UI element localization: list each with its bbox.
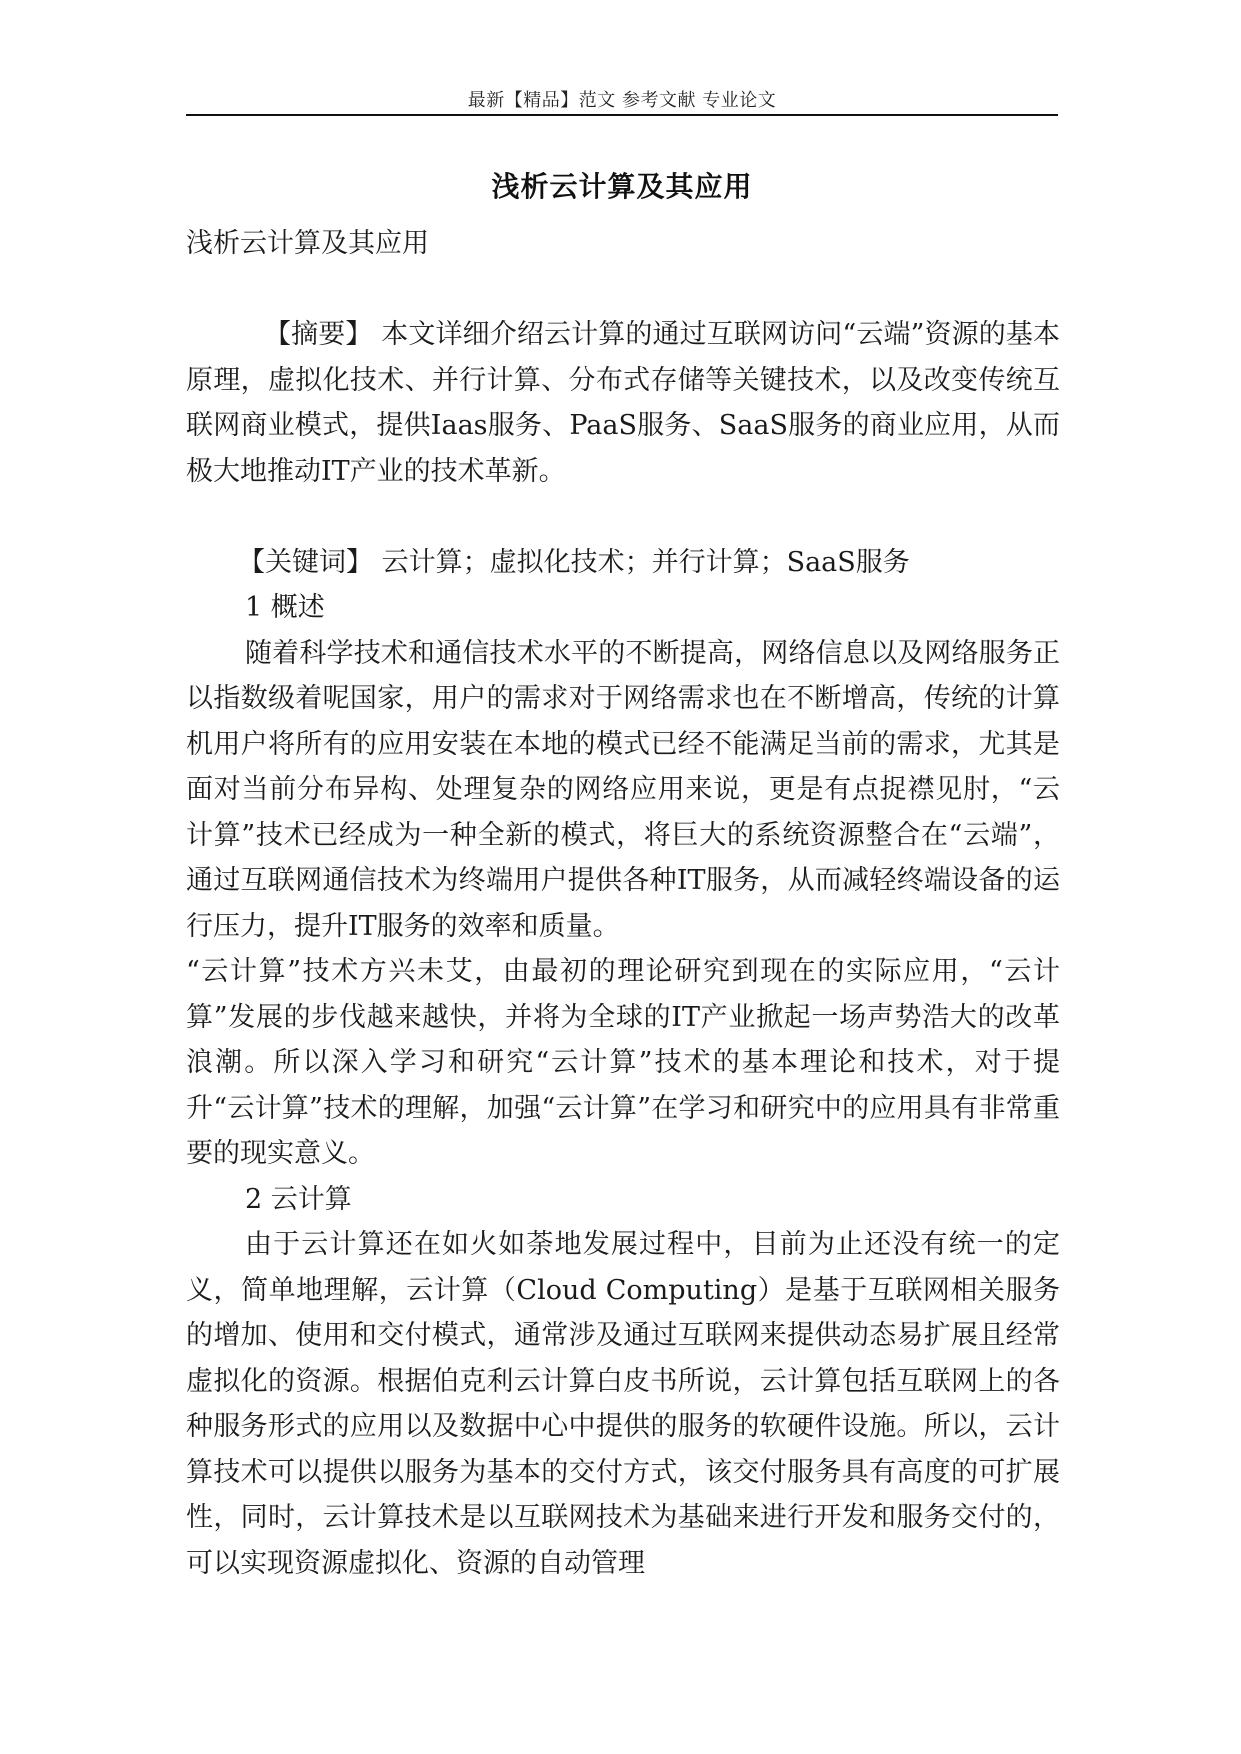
keywords-label: 【关键词】 [238,546,373,578]
keywords-text: 云计算；虚拟化技术；并行计算；SaaS服务 [381,546,910,578]
abstract-label: 【摘要】 [264,319,373,350]
document-body [186,221,1060,1586]
running-header: 最新【精品】范文 参考文献 专业论文 [467,90,777,111]
section-heading-overview: 1 概述 [245,592,325,623]
overview-paragraph-1: 随着科学技术和通信技术水平的不断提高，网络信息以及网络服务正以指数级着呢国家，用户的需求对于网络需求也在不断增高，传统的计算机用户将所有的应用安装在本地的模式已经不能满足当前的需求，尤其是面对当前分布异构、处理复杂的网络应用来说，更是有点捉襟见肘，“云计算”技术已经成为一种全新的模式，将巨大的系统资源整合在“云端”，通过互联网通信技术为终端用户提供各种IT服务，从而减轻终端设备的运行压力，提升IT服务的效率和质量。 [186,637,1060,942]
abstract-paragraph [186,312,1060,494]
document-title: 浅析云计算及其应用 [491,170,753,203]
header-divider [186,114,1058,116]
section-heading-cloud-computing: 2 云计算 [245,1183,352,1215]
abstract-text: 本文详细介绍云计算的通过互联网访问“云端”资源的基本原理，虚拟化技术、并行计算、分布式存储等关键技术，以及改变传统互联网商业模式，提供Iaas服务、PaaS服务、SaaS服务的商业应用，从而极大地推动IT产业的技术革新。 [186,319,1061,487]
document-subtitle: 浅析云计算及其应用 [186,228,429,259]
cloud-computing-paragraph-1: 由于云计算还在如火如荼地发展过程中，目前为止还没有统一的定义，简单地理解，云计算（Cloud Computing）是基于互联网相关服务的增加、使用和交付模式，通常涉及通过互联网来提供动态易扩展且经常虚拟化的资源。根据伯克利云计算白皮书所说，云计算包括互联网上的各种服务形式的应用以及数据中心中提供的服务的软硬件设施。所以，云计算技术可以提供以服务为基本的交付方式，该交付服务具有高度的可扩展性，同时，云计算技术是以互联网技术为基础来进行开发和服务交付的，可以实现资源虚拟化、资源的自动管理 [186,1229,1060,1579]
overview-paragraph-2: “云计算”技术方兴未艾，由最初的理论研究到现在的实际应用，“云计算”发展的步伐越来越快，并将为全球的IT产业掀起一场声势浩大的改革浪潮。所以深入学习和研究“云计算”技术的基本理论和技术，对于提升“云计算”技术的理解，加强“云计算”在学习和研究中的应用具有非常重要的现实意义。 [186,956,1060,1169]
keywords-paragraph [186,540,1060,586]
